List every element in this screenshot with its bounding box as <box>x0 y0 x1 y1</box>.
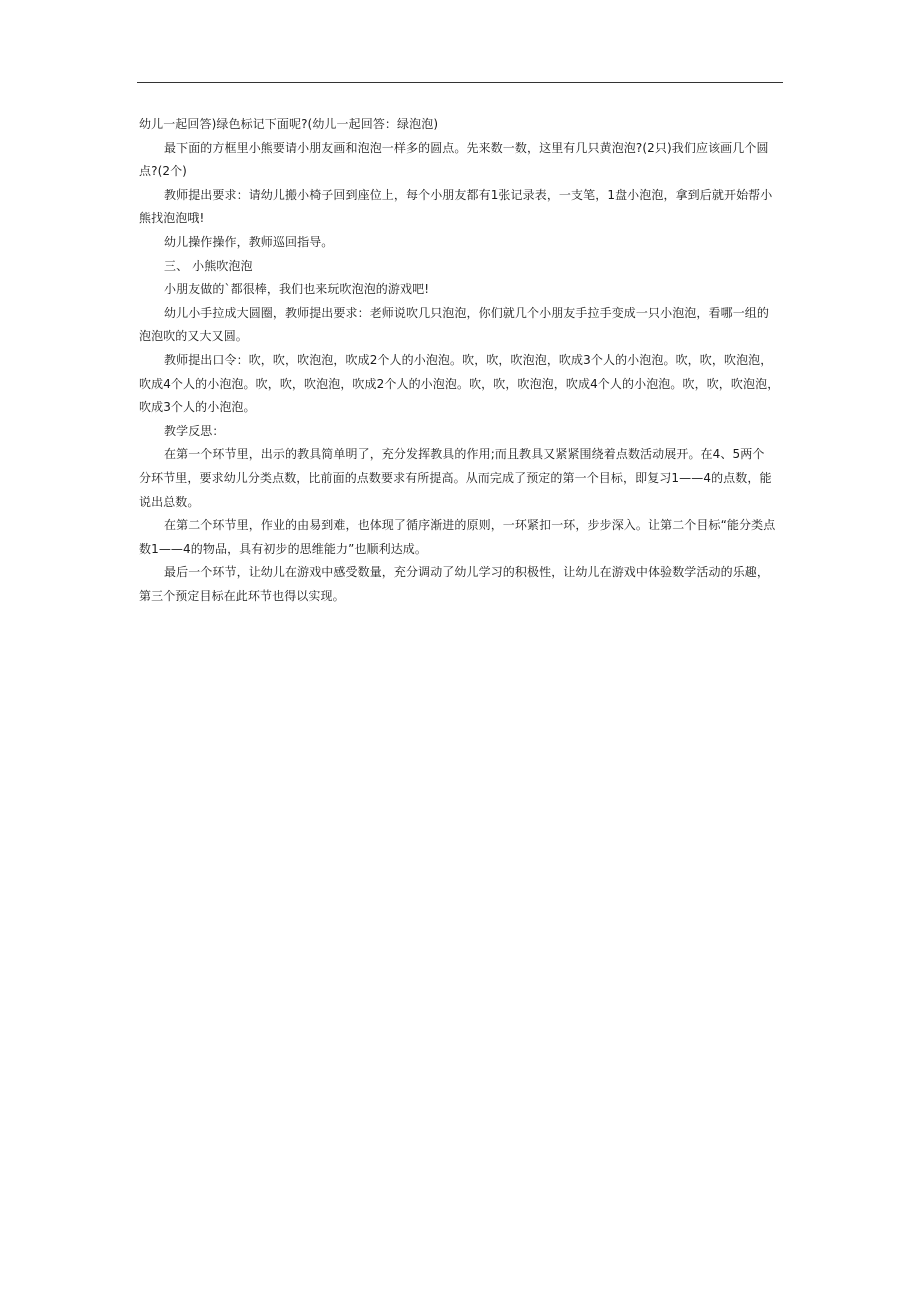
text-line: 在第一个环节里，出示的教具简单明了，充分发挥教具的作用;而且教具又紧紧围绕着点数活动展开。在4、5两个 <box>164 447 765 462</box>
text-line: 教学反思： <box>164 423 225 438</box>
section-heading-reflection <box>139 420 787 444</box>
text-line: 幼儿一起回答)绿色标记下面呢?(幼儿一起回答：绿泡泡) <box>139 117 439 131</box>
paragraph-reflection-second <box>139 514 787 561</box>
paragraph-operation <box>139 231 787 255</box>
text-line: 幼儿操作操作，教师巡回指导。 <box>164 234 334 249</box>
paragraph-commands <box>139 349 787 420</box>
paragraph-draw-dots <box>139 137 787 184</box>
text-line: 最下面的方框里小熊要请小朋友画和泡泡一样多的圆点。先来数一数，这里有几只黄泡泡?(2只)我们应该画几个圆 <box>164 140 769 155</box>
paragraph-reflection-first <box>139 443 787 514</box>
text-line: 教师提出口令：吹，吹，吹泡泡，吹成2个人的小泡泡。吹，吹，吹泡泡，吹成3个人的小泡泡。吹，吹，吹泡泡， <box>164 352 773 367</box>
text-line: 教师提出要求：请幼儿搬小椅子回到座位上，每个小朋友都有1张记录表，一支笔，1盘小泡泡，拿到后就开始帮小 <box>164 187 773 202</box>
paragraph-circle-instructions <box>139 302 787 349</box>
text-line: 幼儿小手拉成大圆圈，教师提出要求：老师说吹几只泡泡，你们就几个小朋友手拉手变成一只小泡泡，看哪一组的 <box>164 305 770 320</box>
text-line: 吹成3个人的小泡泡。 <box>139 400 256 415</box>
text-line: 说出总数。 <box>139 494 200 509</box>
text-line: 最后一个环节，让幼儿在游戏中感受数量，充分调动了幼儿学习的积极性，让幼儿在游戏中体验数学活动的乐趣， <box>164 565 770 580</box>
text-line: 小朋友做的`都很棒，我们也来玩吹泡泡的游戏吧! <box>164 282 430 297</box>
text-line: 吹成4个人的小泡泡。吹，吹，吹泡泡，吹成2个人的小泡泡。吹，吹，吹泡泡，吹成4个人的小泡泡。吹，吹，吹泡泡， <box>139 376 780 391</box>
text-line: 点?(2个) <box>139 164 187 179</box>
text-line: 泡泡吹的又大又圆。 <box>139 329 248 344</box>
document-body <box>139 113 787 608</box>
section-heading-bubble-game <box>139 255 787 279</box>
header-divider <box>137 82 783 83</box>
text-line: 数1——4的物品，具有初步的思维能力”也顺利达成。 <box>139 541 427 556</box>
text-line: 在第二个环节里，作业的由易到难，也体现了循序渐进的原则，一环紧扣一环，步步深入。让第二个目标“能分类点 <box>164 518 776 533</box>
paragraph-reflection-last <box>139 561 787 608</box>
text-line: 分环节里，要求幼儿分类点数，比前面的点数要求有所提高。从而完成了预定的第一个目标，即复习1——4的点数，能 <box>139 470 772 485</box>
text-line: 第三个预定目标在此环节也得以实现。 <box>139 588 345 603</box>
paragraph-answer-continuation <box>139 113 787 137</box>
paragraph-praise <box>139 278 787 302</box>
text-line: 三、 小熊吹泡泡 <box>164 258 253 273</box>
text-line: 熊找泡泡哦! <box>139 211 205 226</box>
paragraph-teacher-requirements <box>139 184 787 231</box>
